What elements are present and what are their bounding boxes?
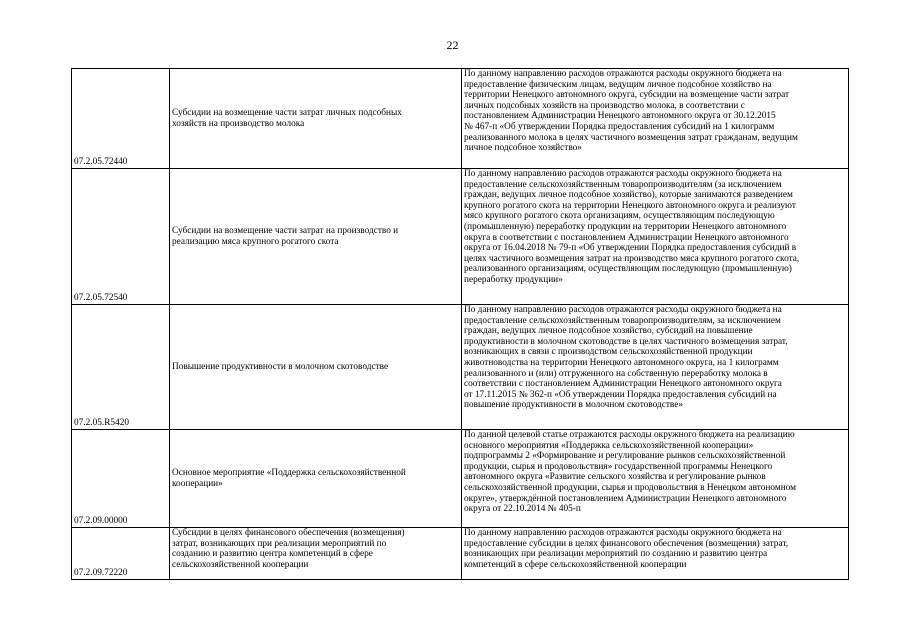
row-description: [462, 305, 849, 430]
description-line: основного мероприятия «Поддержка сельскохозяйственной кооперации»: [464, 440, 754, 451]
description-line: По данному направлению расходов отражаются расходы окружного бюджета на: [464, 528, 782, 538]
description-line: животноводства на территории Ненецкого автономного округа, на 1 килограмм: [464, 357, 779, 368]
row-name-line: Основное мероприятие «Поддержка сельскохозяйственной: [172, 467, 406, 478]
table-row: [72, 528, 849, 580]
description-line: предоставление физическим лицам, ведущим личное подсобное хозяйство на: [464, 79, 772, 90]
description-line: По данной целевой статье отражаются расходы окружного бюджета на реализацию: [464, 430, 795, 440]
description-line: постановлением Администрации Ненецкого автономного округа от 30.12.2015: [464, 111, 776, 122]
row-code: 07.2.05.R5420: [72, 305, 170, 430]
description-line: округа от 16.04.2018 № 79-п «Об утверждении Порядка предоставления субсидий в: [464, 243, 797, 254]
description-line: По данному направлению расходов отражаются расходы окружного бюджета на: [464, 69, 782, 79]
description-line: компетенций в сфере сельскохозяйственной кооперации: [464, 559, 687, 570]
description-line: мясо крупного рогатого скота организациям, осуществляющим последующую: [464, 211, 775, 222]
row-code: 07.2.05.72540: [72, 169, 170, 305]
page-number: 22: [446, 38, 459, 52]
row-description: [462, 528, 849, 580]
description-line: округа в соответствии с постановлением Администрации Ненецкого автономного: [464, 232, 789, 243]
row-name-line: сельскохозяйственной кооперации: [172, 559, 309, 570]
description-line: крупного рогатого скота на территории Ненецкого автономного округа и реализуют: [464, 200, 796, 211]
description-line: личное подсобное хозяйство»: [464, 143, 582, 154]
row-name: [170, 305, 462, 430]
description-line: округа от 22.10.2014 № 405-п: [464, 504, 581, 515]
description-line: подпрограммы 2 «Формирование и регулирование рынков сельскохозяйственной: [464, 451, 786, 462]
table-row: [72, 69, 849, 169]
description-line: реализованного организациям, осуществляющим последующую (промышленную): [464, 264, 792, 275]
description-line: от 17.11.2015 № 362-п «Об утверждении Порядка предоставления субсидий на: [464, 389, 777, 400]
row-name-line: кооперации»: [172, 478, 223, 489]
description-line: личных подсобных хозяйств на производство молока, в соответствии с: [464, 100, 745, 111]
row-description: [462, 69, 849, 169]
description-line: территории Ненецкого автономного округа, субсидии на возмещение части затрат: [464, 90, 790, 101]
row-description: [462, 430, 849, 528]
description-line: предоставление субсидии в целях финансового обеспечения (возмещения) затрат,: [464, 538, 789, 549]
description-line: целях частичного возмещения затрат на производство мяса крупного рогатого скота,: [464, 253, 800, 264]
description-line: реализованного молока в целях частичного возмещения затрат гражданам, ведущим: [464, 132, 798, 143]
description-line: № 467-п «Об утверждении Порядка предоставления субсидий на 1 килограмм: [464, 121, 775, 132]
description-line: (промышленную) переработку продукции на территории Ненецкого автономного: [464, 221, 787, 232]
description-line: автономного округа «Развитие сельского хозяйства и регулирование рынков: [464, 472, 766, 483]
row-name: [170, 169, 462, 305]
row-name: [170, 430, 462, 528]
description-line: возникающих при реализации мероприятий по созданию и развитию центра: [464, 549, 768, 560]
budget-classification-table: [71, 68, 849, 580]
row-name-line: Субсидии в целях финансового обеспечения (возмещения): [172, 528, 405, 538]
description-line: предоставление сельскохозяйственным товаропроизводителям, за исключением: [464, 315, 781, 326]
description-line: продуктивности в молочном скотоводстве в целях частичного возмещения затрат,: [464, 336, 788, 347]
row-name-line: Повышение продуктивности в молочном скотоводстве: [172, 361, 389, 372]
row-name-line: созданию и развитию центра компетенций в сфере: [172, 549, 373, 560]
row-name-line: Субсидии на возмещение части затрат на производство и: [172, 225, 399, 236]
description-line: переработку продукции»: [464, 274, 563, 285]
table-row: [72, 430, 849, 528]
description-line: сельскохозяйственной продукции, сырья и продовольствия в Ненецком автономном: [464, 482, 797, 493]
description-line: округе», утверждённой постановлением Администрации Ненецкого автономного: [464, 493, 787, 504]
description-line: реализованного и (или) отгруженного на собственную переработку молока в: [464, 368, 768, 379]
description-line: продукции, сырья и продовольствия» государственной программы Ненецкого: [464, 461, 773, 472]
row-name-line: хозяйств на производство молока: [172, 118, 305, 129]
table-row: [72, 169, 849, 305]
description-line: граждан, ведущих личное подсобное хозяйство), которые занимаются разведением: [464, 190, 793, 201]
row-name: [170, 69, 462, 169]
row-code: 07.2.09.00000: [72, 430, 170, 528]
description-line: граждан, ведущих личное подсобное хозяйство, субсидий на повышение: [464, 326, 753, 337]
row-name-line: реализацию мяса крупного рогатого скота: [172, 236, 339, 247]
row-name-line: Субсидии на возмещение части затрат личных подсобных: [172, 107, 402, 118]
row-name: [170, 528, 462, 580]
row-code: 07.2.05.72440: [72, 69, 170, 169]
row-description: [462, 169, 849, 305]
row-code: 07.2.09.72220: [72, 528, 170, 580]
description-line: По данному направлению расходов отражаются расходы окружного бюджета на: [464, 169, 782, 179]
description-line: повышение продуктивности в молочном скотоводстве»: [464, 400, 684, 411]
description-line: предоставление сельскохозяйственным товаропроизводителям (за исключением: [464, 179, 782, 190]
table-row: [72, 305, 849, 430]
row-name-line: затрат, возникающих при реализации мероприятий по: [172, 538, 387, 549]
description-line: соответствии с постановлением Администрации Ненецкого автономного округа: [464, 379, 782, 390]
description-line: По данному направлению расходов отражаются расходы окружного бюджета на: [464, 305, 782, 315]
description-line: возникающих в связи с производством сельскохозяйственной продукции: [464, 347, 753, 358]
